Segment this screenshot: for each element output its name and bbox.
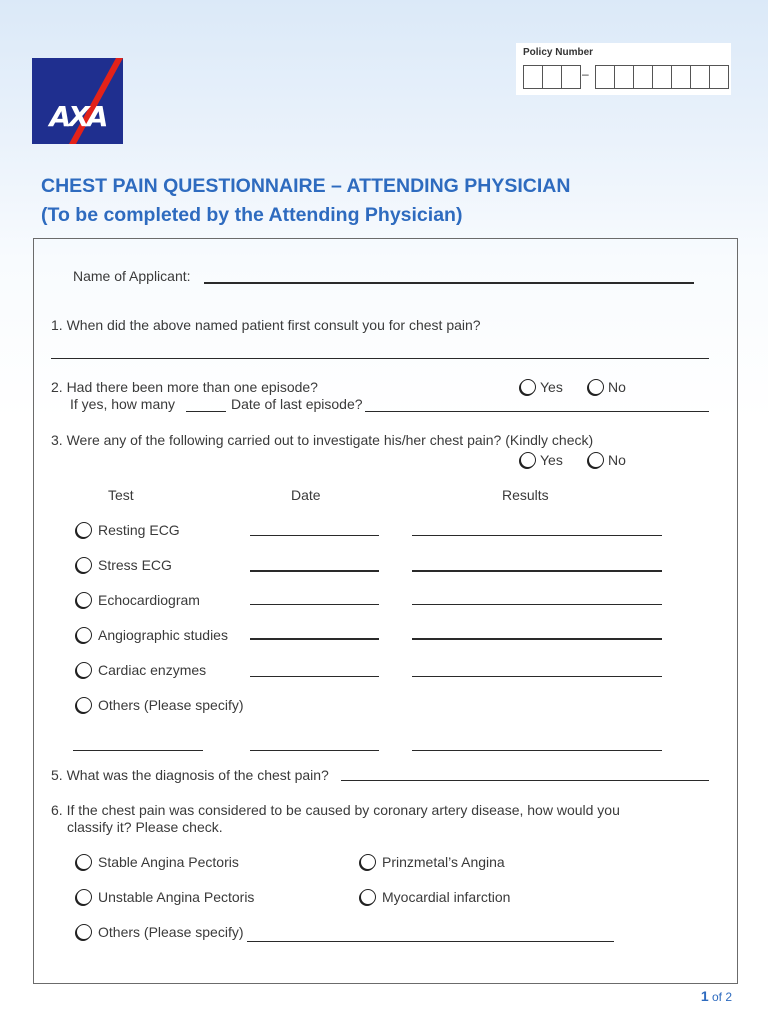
question-6: 6. If the chest pain was considered to be caused by coronary artery disease, how would you: [51, 802, 620, 818]
test-radio-echocardiogram[interactable]: [76, 592, 92, 608]
question-5: 5. What was the diagnosis of the chest pain?: [51, 767, 329, 783]
q2-no-radio[interactable]: [588, 379, 604, 395]
q6-others-line[interactable]: [247, 941, 614, 942]
column-date: Date: [291, 487, 321, 503]
q6-radio-myocardial[interactable]: [360, 889, 376, 905]
q2-sub-label: If yes, how many: [70, 396, 176, 412]
question-6-cont: classify it? Please check.: [67, 819, 223, 835]
applicant-name-line[interactable]: [204, 282, 694, 284]
question-1: 1. When did the above named patient first consult you for chest pain?: [51, 317, 481, 333]
q1-answer-line[interactable]: [51, 358, 709, 359]
test-label-stress-ecg: Stress ECG: [98, 557, 172, 573]
question-2: 2. Had there been more than one episode?: [51, 379, 318, 395]
q2-date-label: Date of last episode?: [231, 396, 363, 412]
q2-no-label: No: [608, 379, 626, 395]
results-line-angiographic[interactable]: [412, 638, 662, 640]
q6-radio-prinzmetal[interactable]: [360, 854, 376, 870]
column-results: Results: [502, 487, 549, 503]
date-line-resting-ecg[interactable]: [250, 535, 379, 536]
results-line-resting-ecg[interactable]: [412, 535, 662, 536]
results-line-others[interactable]: [412, 750, 662, 751]
q6-radio-others[interactable]: [76, 924, 92, 940]
test-label-angiographic: Angiographic studies: [98, 627, 228, 643]
policy-number-label: Policy Number: [523, 47, 594, 58]
title-line-2: (To be completed by the Attending Physician): [41, 204, 463, 226]
policy-prefix-boxes[interactable]: [523, 65, 581, 89]
test-radio-resting-ecg[interactable]: [76, 522, 92, 538]
date-line-cardiac-enzymes[interactable]: [250, 676, 379, 677]
page-current: 1: [700, 988, 709, 1004]
test-label-resting-ecg: Resting ECG: [98, 522, 180, 538]
form-frame: [33, 238, 738, 984]
q2-how-many-line[interactable]: [186, 411, 226, 412]
q3-yes-radio[interactable]: [520, 452, 536, 468]
others-specify-line[interactable]: [73, 750, 203, 751]
policy-dash: –: [582, 67, 589, 81]
q2-yes-label: Yes: [540, 379, 563, 395]
results-line-stress-ecg[interactable]: [412, 570, 662, 572]
test-label-echocardiogram: Echocardiogram: [98, 592, 200, 608]
date-line-echocardiogram[interactable]: [250, 604, 379, 605]
applicant-label: Name of Applicant:: [73, 268, 191, 284]
q6-label-stable: Stable Angina Pectoris: [98, 854, 239, 870]
date-line-angiographic[interactable]: [250, 638, 379, 640]
q3-no-radio[interactable]: [588, 452, 604, 468]
test-radio-stress-ecg[interactable]: [76, 557, 92, 573]
form-title: [41, 172, 570, 230]
policy-number-box: [516, 43, 731, 95]
date-line-stress-ecg[interactable]: [250, 570, 379, 572]
results-line-echocardiogram[interactable]: [412, 604, 662, 605]
q2-yes-radio[interactable]: [520, 379, 536, 395]
test-radio-angiographic[interactable]: [76, 627, 92, 643]
q3-no-label: No: [608, 452, 626, 468]
q6-radio-stable[interactable]: [76, 854, 92, 870]
page-total: of 2: [711, 990, 732, 1004]
question-3: 3. Were any of the following carried out to investigate his/her chest pain? (Kindly check): [51, 432, 594, 448]
column-test: Test: [108, 487, 134, 503]
policy-number-boxes[interactable]: [595, 65, 729, 89]
test-label-others: Others (Please specify): [98, 697, 244, 713]
axa-logo: [32, 58, 123, 144]
q3-yes-label: Yes: [540, 452, 563, 468]
results-line-cardiac-enzymes[interactable]: [412, 676, 662, 677]
logo-text: AXA: [49, 100, 106, 133]
page-number: [701, 988, 732, 1004]
test-radio-others[interactable]: [76, 697, 92, 713]
q6-radio-unstable[interactable]: [76, 889, 92, 905]
title-line-1: CHEST PAIN QUESTIONNAIRE – ATTENDING PHYSICIAN: [41, 175, 571, 197]
q6-label-others: Others (Please specify): [98, 924, 244, 940]
q6-label-prinzmetal: Prinzmetal’s Angina: [382, 854, 505, 870]
q5-answer-line[interactable]: [341, 780, 709, 781]
test-label-cardiac-enzymes: Cardiac enzymes: [98, 662, 207, 678]
date-line-others[interactable]: [250, 750, 379, 751]
q2-date-line[interactable]: [365, 411, 709, 412]
q6-label-myocardial: Myocardial infarction: [382, 889, 511, 905]
test-radio-cardiac-enzymes[interactable]: [76, 662, 92, 678]
q6-label-unstable: Unstable Angina Pectoris: [98, 889, 255, 905]
